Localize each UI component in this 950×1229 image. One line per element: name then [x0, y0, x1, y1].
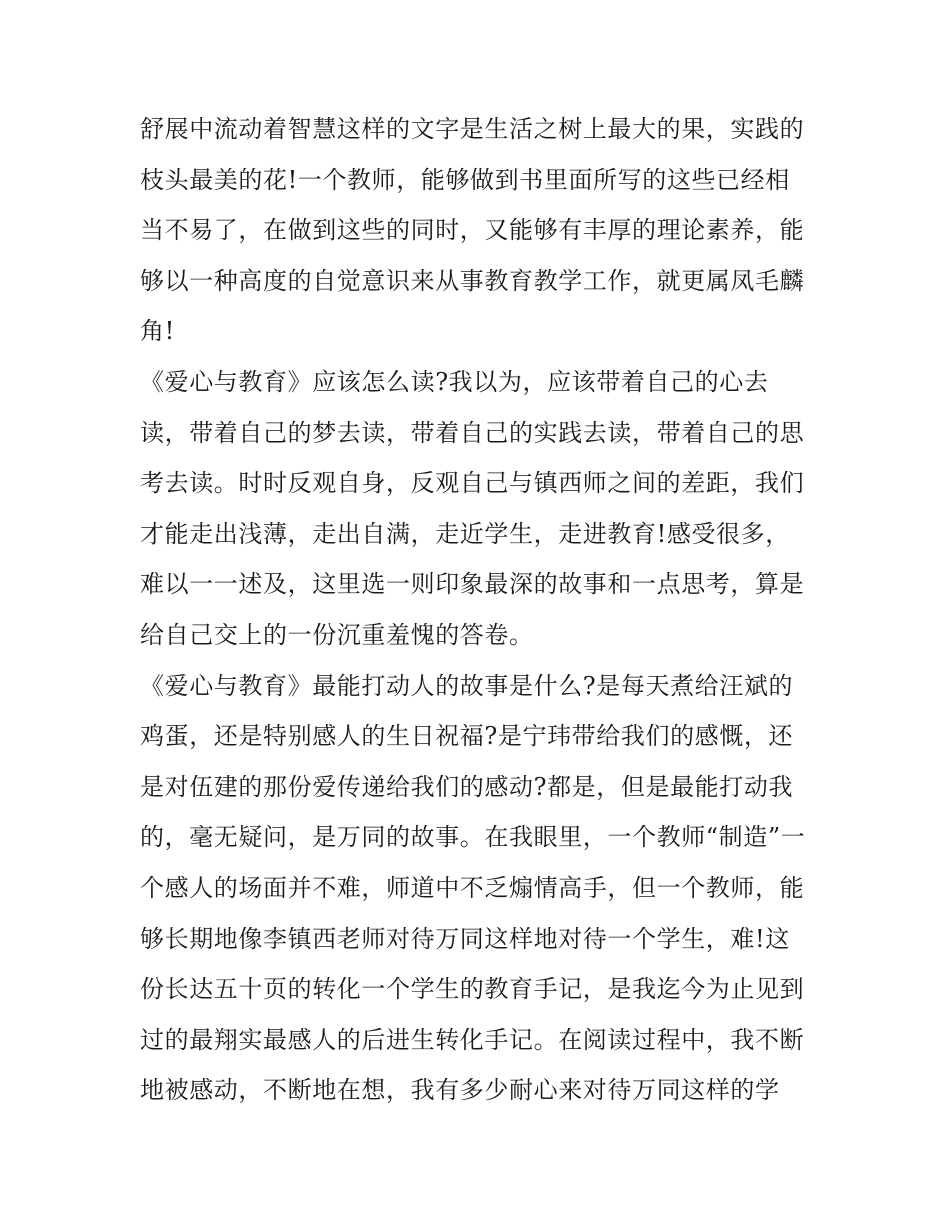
- text-line: 读，带着自己的梦去读，带着自己的实践去读，带着自己的思: [140, 418, 805, 447]
- text-line: 考去读。时时反观自身，反观自己与镇西师之间的差距，我们: [140, 469, 805, 498]
- text-line: 舒展中流动着智慧这样的文字是生活之树上最大的果，实践的: [140, 115, 805, 143]
- text-line: 是对伍建的那份爱传递给我们的感动?都是，但是最能打动我: [140, 772, 794, 801]
- text-line: 鸡蛋，还是特别感人的生日祝福?是宁玮带给我们的感慨，还: [140, 722, 794, 751]
- text-line: 过的最翔实最感人的后进生转化手记。在阅读过程中，我不断: [140, 1025, 805, 1054]
- text-line: 给自己交上的一份沉重羞愧的答卷。: [140, 620, 534, 649]
- text-line: 够以一种高度的自觉意识来从事教育教学工作，就更属凤毛麟: [140, 266, 805, 295]
- text-line: 难以一一述及，这里选一则印象最深的故事和一点思考，算是: [140, 570, 805, 599]
- text-line: 才能走出浅薄，走出自满，走近学生，走进教育!感受很多，: [140, 519, 790, 548]
- text-line: 当不易了，在做到这些的同时，又能够有丰厚的理论素养，能: [140, 216, 805, 245]
- text-line: 角!: [140, 317, 175, 346]
- body-text: [140, 104, 820, 1116]
- text-line: 个感人的场面并不难，师道中不乏煽情高手，但一个教师，能: [140, 873, 805, 902]
- text-line: 枝头最美的花!一个教师，能够做到书里面所写的这些已经相: [140, 165, 790, 194]
- text-line: 地被感动，不断地在想，我有多少耐心来对待万同这样的学: [140, 1076, 780, 1105]
- text-line: 《爱心与教育》应该怎么读?我以为，应该带着自己的心去: [140, 367, 769, 396]
- text-line: 份长达五十页的转化一个学生的教育手记，是我迄今为止见到: [140, 975, 805, 1004]
- text-line: 够长期地像李镇西老师对待万同这样地对待一个学生，难!这: [140, 924, 790, 953]
- text-line: 《爱心与教育》最能打动人的故事是什么?是每天煮给汪斌的: [140, 671, 794, 700]
- text-line: 的，毫无疑问，是万同的故事。在我眼里，一个教师“制造”一: [140, 823, 806, 852]
